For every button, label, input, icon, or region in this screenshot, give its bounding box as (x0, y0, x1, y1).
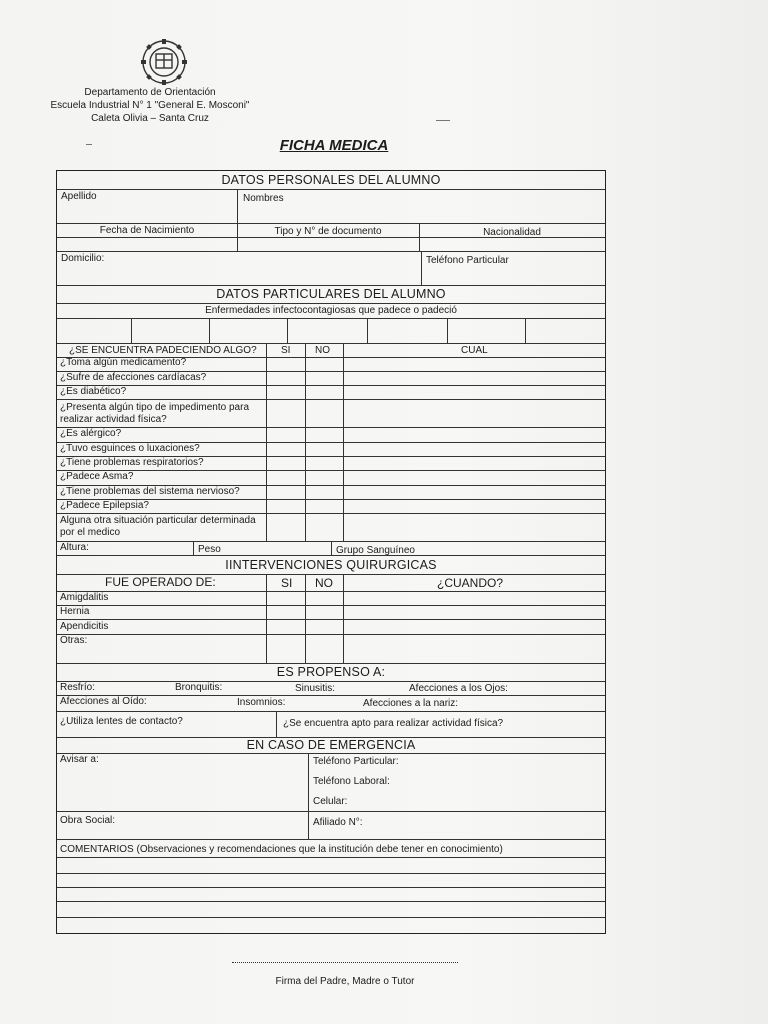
no-header: NO (315, 345, 330, 356)
question-row: ¿Es diabético? (60, 386, 127, 397)
question-row: ¿Tiene problemas respiratorios? (60, 457, 204, 468)
section-quirurgicas-heading: IINTERVENCIONES QUIRURGICAS (225, 558, 437, 572)
question-row: ¿Toma algún medicamento? (60, 357, 187, 368)
section-particulares-heading: DATOS PARTICULARES DEL ALUMNO (216, 287, 446, 301)
obra-social-label[interactable]: Obra Social: (60, 815, 116, 826)
section-emergencia-heading: EN CASO DE EMERGENCIA (246, 738, 416, 752)
school-name: Escuela Industrial N° 1 "General E. Mosconi" (50, 100, 250, 111)
section-personal-heading: DATOS PERSONALES DEL ALUMNO (221, 173, 441, 187)
operado-header: FUE OPERADO DE: (105, 575, 216, 589)
tipo-documento-label[interactable]: Tipo y N° de documento (274, 226, 382, 237)
nombres-label[interactable]: Nombres (243, 193, 284, 204)
signature-label: Firma del Padre, Madre o Tutor (275, 976, 415, 987)
celular-label[interactable]: Celular: (313, 796, 348, 807)
question-row: Alguna otra situación particular determinada por el medico (60, 515, 256, 538)
question-row: ¿Presenta algún tipo de impedimento para realizar actividad física? (60, 402, 250, 425)
question-row: ¿Es alérgico? (60, 428, 122, 439)
afiliado-label[interactable]: Afiliado N°: (313, 817, 363, 828)
no-header: NO (315, 576, 333, 590)
telefono-particular-emergencia-label[interactable]: Teléfono Particular: (313, 756, 399, 767)
grupo-sanguineo-label[interactable]: Grupo Sanguíneo (336, 545, 415, 556)
cirugia-row: Apendicitis (60, 621, 109, 632)
lentes-label[interactable]: ¿Utiliza lentes de contacto? (60, 716, 183, 727)
question-row: ¿Tuvo esguinces o luxaciones? (60, 443, 200, 454)
sinusitis-label[interactable]: Sinusitis: (295, 683, 336, 694)
form-title: FICHA MEDICA (279, 137, 389, 154)
comentarios-label: COMENTARIOS (Observaciones y recomendaciones que la institución debe tener en conocimiento) (60, 844, 503, 855)
nacionalidad-label[interactable]: Nacionalidad (483, 227, 541, 238)
altura-label[interactable]: Altura: (60, 542, 89, 553)
signature-line[interactable] (232, 962, 458, 963)
padeciendo-header: ¿SE ENCUENTRA PADECIENDO ALGO? (69, 345, 257, 356)
telefono-laboral-label[interactable]: Teléfono Laboral: (313, 776, 390, 787)
scan-mark (86, 144, 92, 145)
question-row: ¿Padece Asma? (60, 471, 134, 482)
department-name: Departamento de Orientación (84, 87, 216, 98)
telefono-particular-label[interactable]: Teléfono Particular (426, 255, 509, 266)
peso-label[interactable]: Peso (198, 544, 221, 555)
cirugia-row: Amigdalitis (60, 592, 109, 603)
question-row: ¿Sufre de afecciones cardíacas? (60, 372, 207, 383)
section-propenso-heading: ES PROPENSO A: (276, 665, 386, 679)
apto-label[interactable]: ¿Se encuentra apto para realizar actividad física? (283, 718, 504, 729)
cuando-header: ¿CUANDO? (437, 576, 504, 590)
insomnios-label[interactable]: Insomnios: (237, 697, 286, 708)
cual-header: CUAL (461, 345, 488, 356)
bronquitis-label[interactable]: Bronquitis: (175, 682, 223, 693)
school-location: Caleta Olivia – Santa Cruz (91, 113, 209, 124)
apellido-label: Apellido (61, 191, 97, 202)
avisar-label[interactable]: Avisar a: (60, 754, 99, 765)
resfrio-label[interactable]: Resfrío: (60, 682, 96, 693)
nariz-label[interactable]: Afecciones a la nariz: (363, 698, 459, 709)
medical-form (56, 170, 606, 934)
oido-label[interactable]: Afecciones al Oído: (60, 696, 147, 707)
scan-mark (436, 120, 450, 121)
cirugia-row: Otras: (60, 635, 88, 646)
question-row: ¿Padece Epilepsia? (60, 500, 149, 511)
cirugia-row: Hernia (60, 606, 90, 617)
ojos-label[interactable]: Afecciones a los Ojos: (409, 683, 508, 694)
question-row: ¿Tiene problemas del sistema nervioso? (60, 486, 240, 497)
si-header: SI (281, 345, 291, 356)
infectocontagiosas-label: Enfermedades infectocontagiosas que padece o padeció (205, 305, 457, 316)
si-header: SI (281, 576, 293, 590)
domicilio-label[interactable]: Domicilio: (61, 253, 105, 264)
fecha-nacimiento-label[interactable]: Fecha de Nacimiento (99, 225, 195, 236)
school-seal-icon (140, 38, 188, 86)
